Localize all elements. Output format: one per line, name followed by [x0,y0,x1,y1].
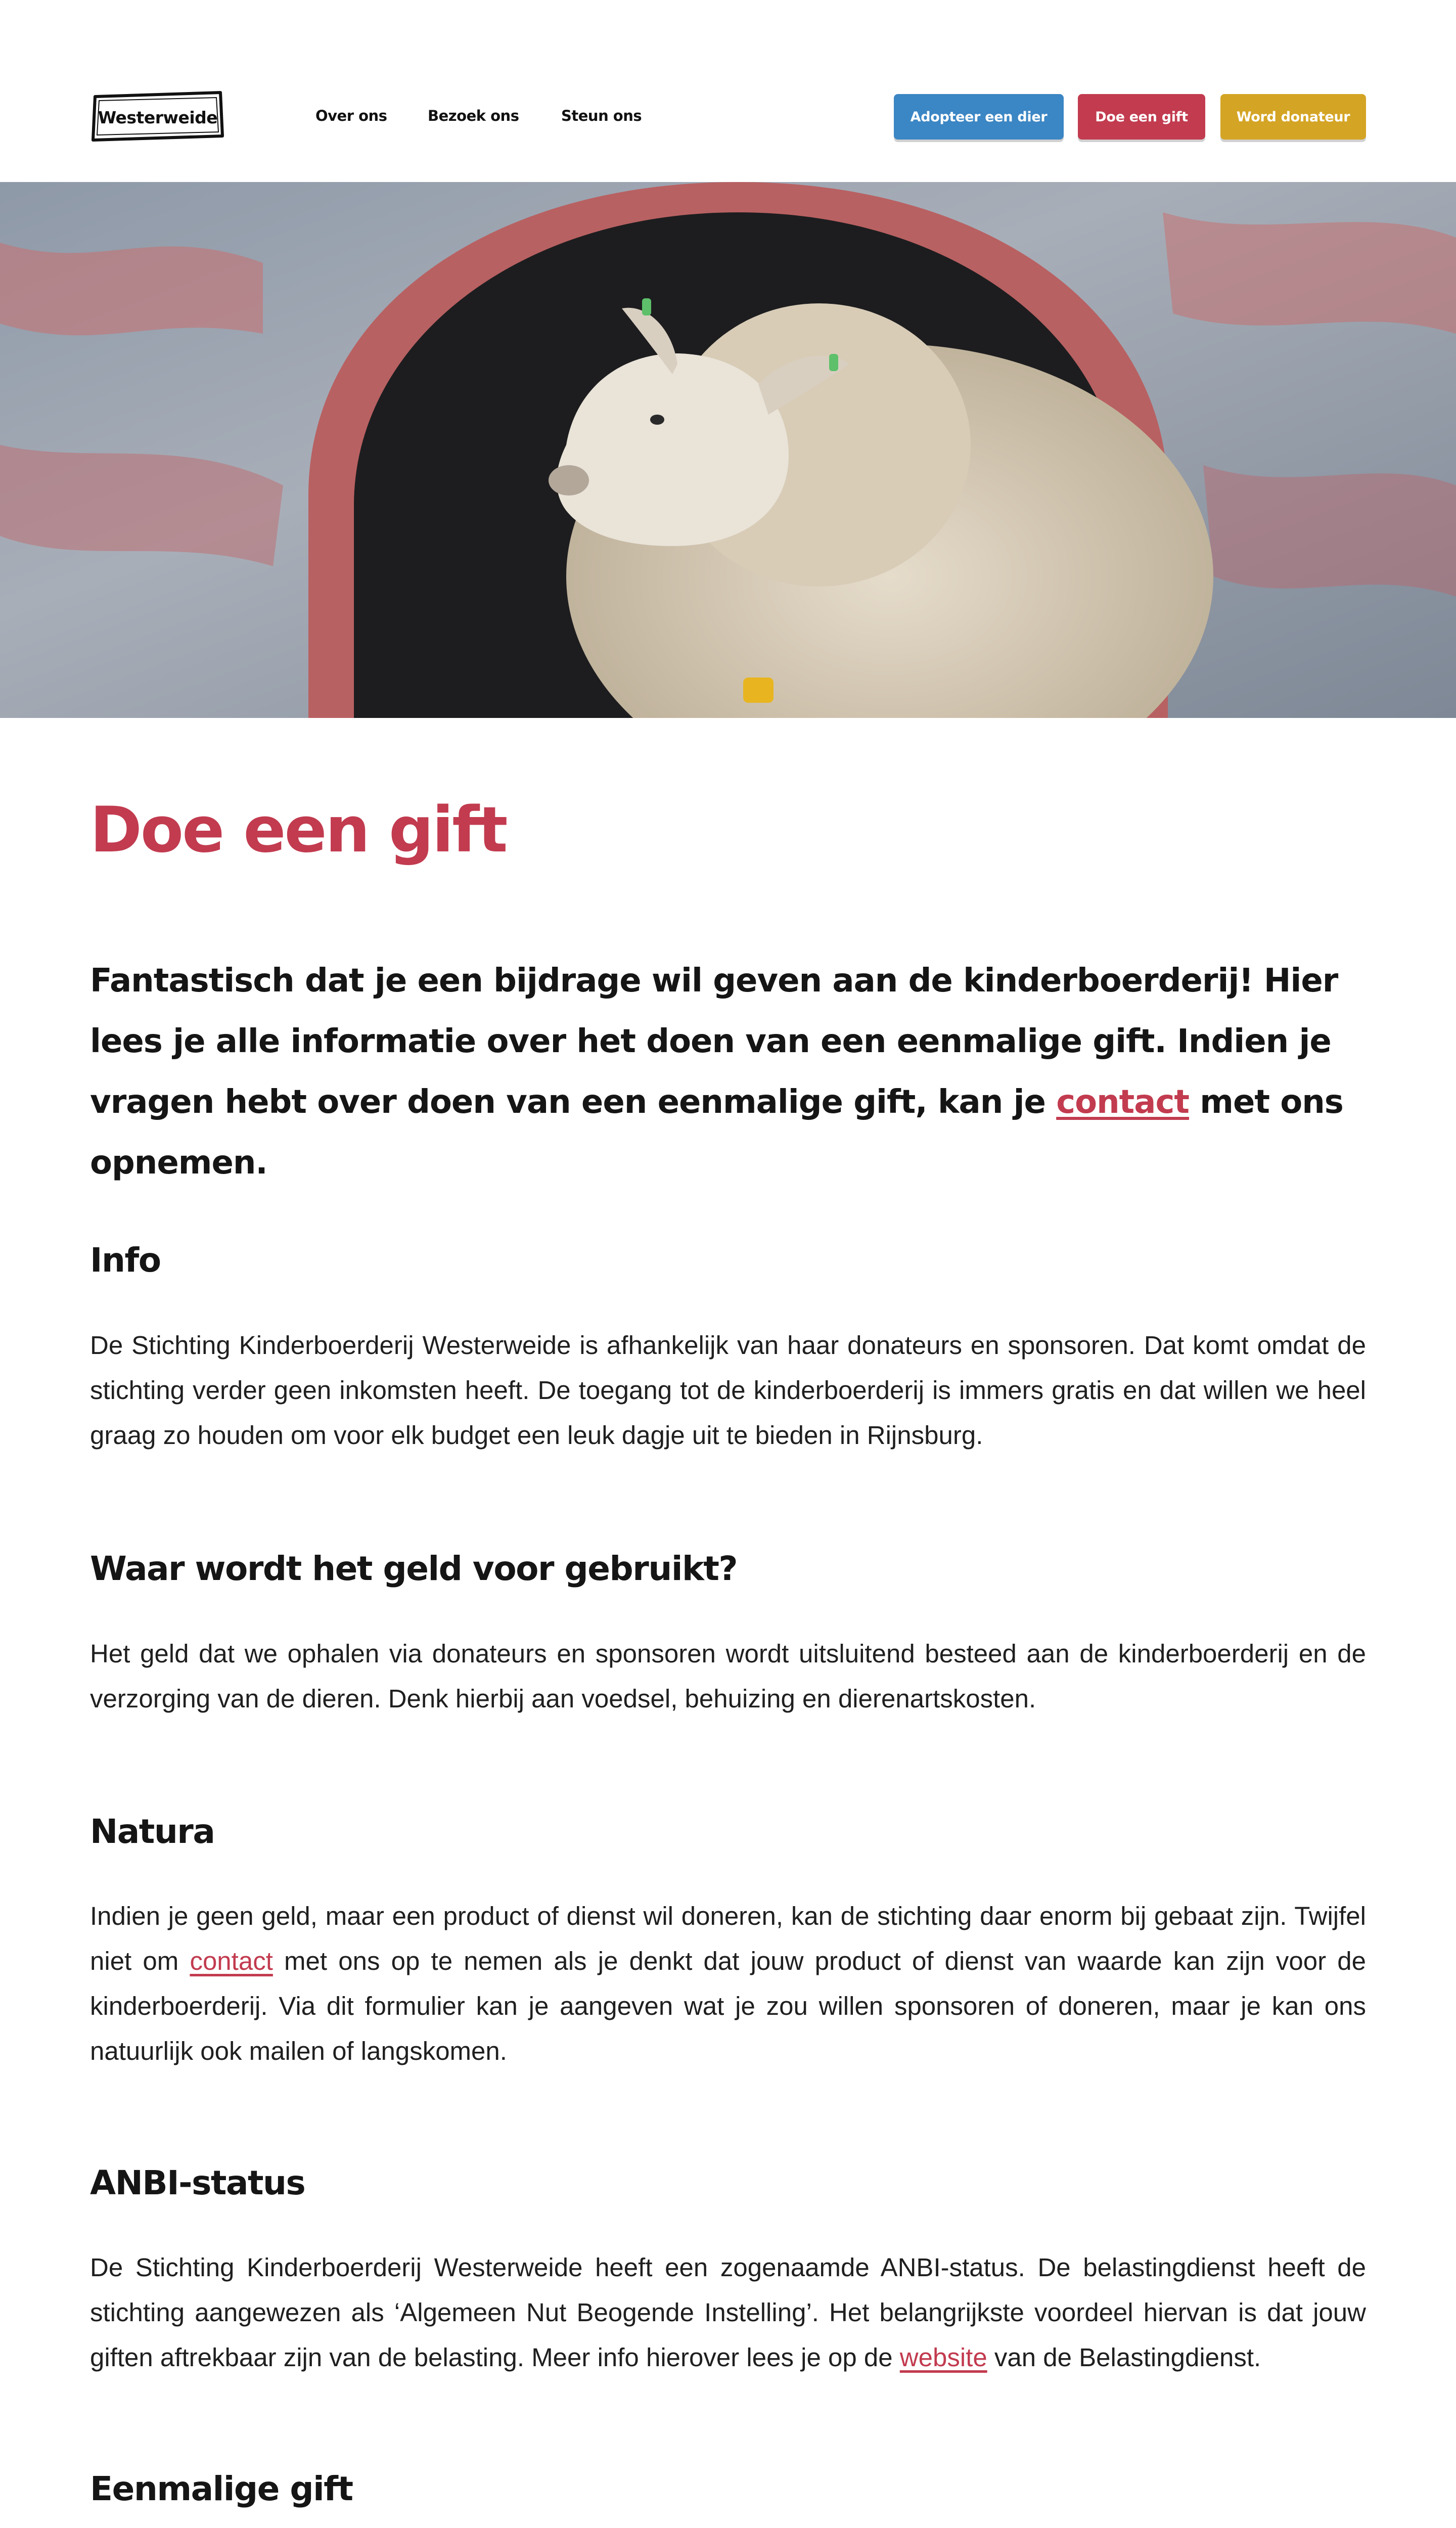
become-donor-button[interactable]: Word donateur [1220,94,1366,140]
anbi-heading: ANBI-status [90,2163,305,2202]
info-text: De Stichting Kinderboerderij Westerweide is afhankelijk van haar donateurs en sponsoren. Dat komt omdat de stichting verder geen inkomsten heeft. De toegang tot de kinderboerderij is immers gratis en dat willen we heel graag zo houden om voor elk budget een leuk dagje uit te bieden in Rijnsburg. [90,1331,1366,1450]
anbi-text: De Stichting Kinderboerderij Westerweide heeft een zogenaamde ANBI-status. De belastingdienst heeft de stichting aangewezen als ‘Algemeen Nut Beogende Instelling’. Het belangrijkste voordeel hiervan is dat jouw giften aftrekbaar zijn van de belasting. Meer info hierover lees je op de website van de Belastingdienst. [90,2253,1366,2372]
natura-heading: Natura [90,1812,215,1851]
belastingdienst-website-link[interactable]: website [899,2343,987,2372]
info-heading: Info [90,1241,161,1280]
logo[interactable] [90,87,225,147]
usage-text: Het geld dat we ophalen via donateurs en sponsoren wordt uitsluitend besteed aan de kinderboerderij en de verzorging van de dieren. Denk hierbij aan voedsel, behuizing en dierenartskosten. [90,1639,1366,1713]
natura-contact-link[interactable]: contact [190,1947,273,1975]
logo-text: Westerweide [98,107,218,127]
nav-over-ons[interactable]: Over ons [315,107,387,124]
contact-link[interactable]: contact [1056,1084,1189,1121]
hero-image [0,182,1456,718]
give-gift-button[interactable]: Doe een gift [1078,94,1205,140]
single-gift-heading: Eenmalige gift [90,2469,353,2508]
nav-bezoek-ons[interactable]: Bezoek ons [428,107,519,124]
natura-text: Indien je geen geld, maar een product of dienst wil doneren, kan de stichting daar enorm bij gebaat zijn. Twijfel niet om contact met ons op te nemen als je denkt dat jouw product of dienst van waarde kan zijn voor de kinderboerderij. Via dit formulier kan je aangeven wat je zou willen sponsoren of doneren, maar je kan ons natuurlijk ook mailen of langskomen. [90,1902,1366,2065]
page-title: Doe een gift [90,794,507,867]
intro-text: Fantastisch dat je een bijdrage wil geven aan de kinderboerderij! Hier lees je alle informatie over het doen van een eenmalige gift. Indien je vragen hebt over doen van een eenmalige gift, kan je contact met ons opnemen. [90,962,1343,1182]
nav-steun-ons[interactable]: Steun ons [561,107,642,124]
adopt-animal-button[interactable]: Adopteer een dier [894,94,1064,140]
site-header [0,0,1456,182]
usage-heading: Waar wordt het geld voor gebruikt? [90,1549,738,1588]
sheep-photo-icon [0,182,1456,718]
